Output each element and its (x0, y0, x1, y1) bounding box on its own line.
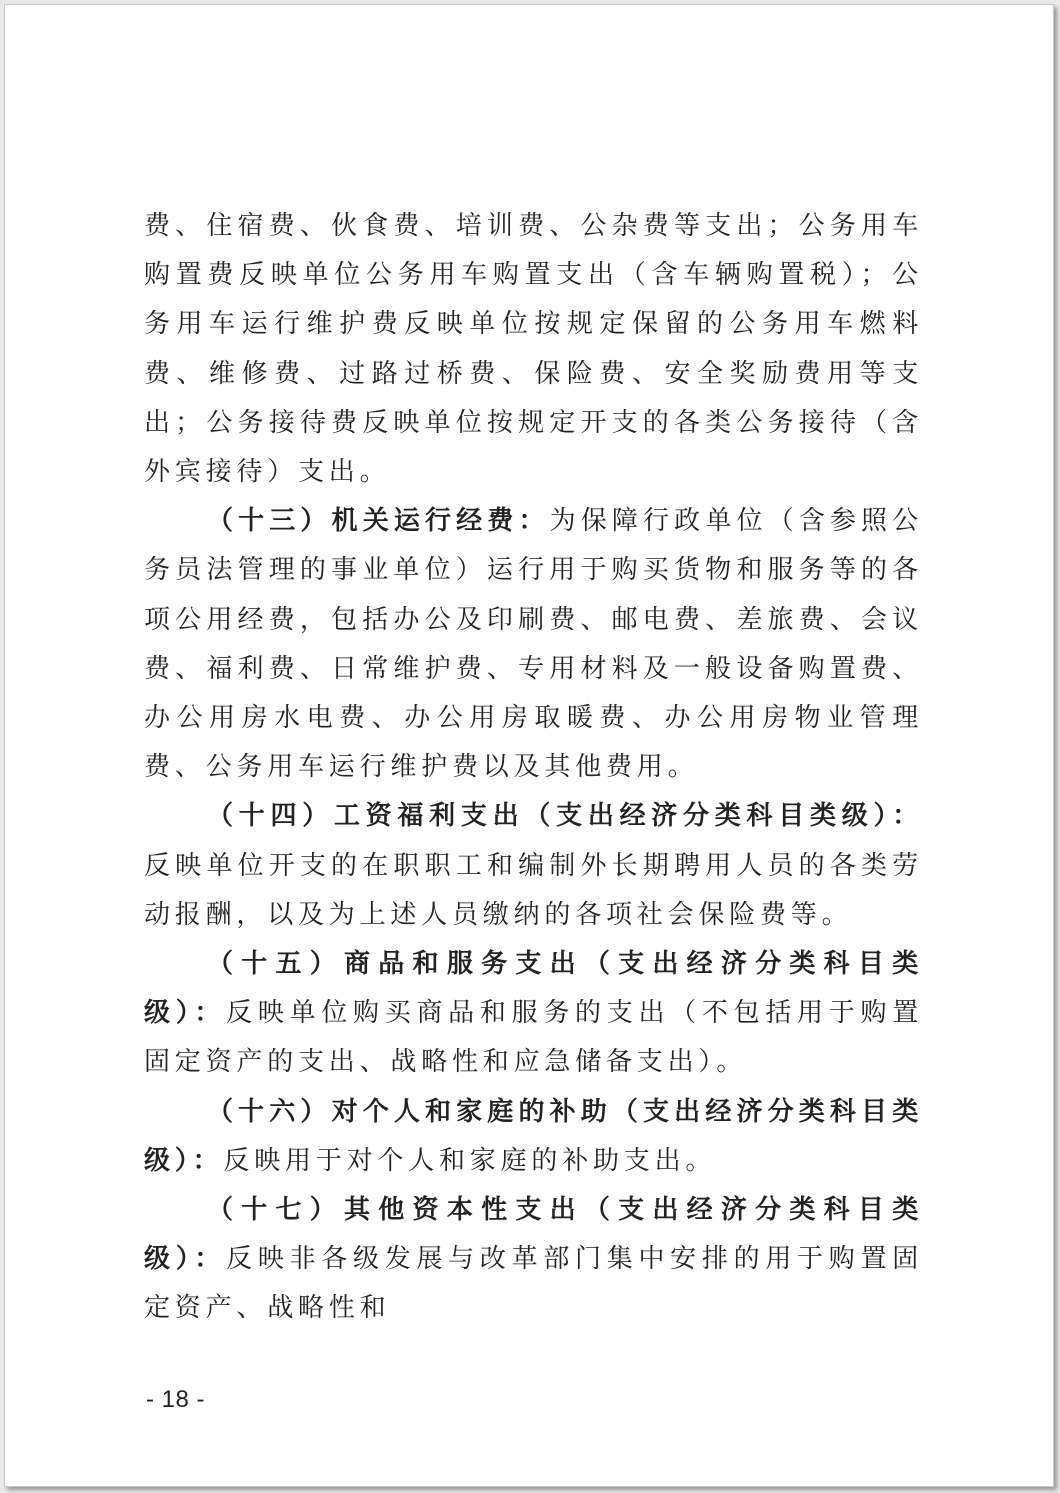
paragraph-heading: （十六）对个人和家庭的补助（支出经济分类科目类级）： (144, 1096, 923, 1176)
paragraph-text: 反映用于对个人和家庭的补助支出。 (223, 1145, 717, 1176)
paragraph-text: 为保障行政单位（含参照公务员法管理的事业单位）运行用于购买货物和服务等的各项公用经费，包括办公及印刷费、邮电费、差旅费、会议费、福利费、日常维护费、专用材料及一般设备购置费、办公用房水电费、办公用房取暖费、办公用房物业管理费、公务用车运行维护费以及其他费用。 (144, 506, 923, 783)
paragraph-heading: （十三）机关运行经费： (207, 506, 550, 537)
page-number: - 18 - (146, 1386, 206, 1413)
paragraph-16 (144, 1088, 923, 1186)
paragraph-15 (144, 940, 923, 1088)
paragraph-text: 反映单位开支的在职职工和编制外长期聘用人员的各类劳动报酬，以及为上述人员缴纳的各项社会保险费等。 (144, 850, 923, 930)
paragraph-17 (144, 1186, 923, 1334)
paragraph-14 (144, 792, 923, 940)
paragraph-heading: （十七）其他资本性支出（支出经济分类科目类级）： (144, 1195, 923, 1275)
paragraph-heading: （十四）工资福利支出（支出经济分类科目类级）： (207, 801, 923, 832)
paragraph-text: 反映单位购买商品和服务的支出（不包括用于购置固定资产的支出、战略性和应急储备支出）。 (144, 998, 923, 1078)
document-page (4, 4, 1054, 1487)
paragraph-text: 费、住宿费、伙食费、培训费、公杂费等支出；公务用车购置费反映单位公务用车购置支出（含车辆购置税）；公务用车运行维护费反映单位按规定保留的公务用车燃料费、维修费、过路过桥费、保险费、安全奖励费用等支出；公务接待费反映单位按规定开支的各类公务接待（含外宾接待）支出。 (144, 211, 923, 488)
paragraph-text: 反映非各级发展与改革部门集中安排的用于购置固定资产、战略性和 (144, 1244, 923, 1324)
paragraph-continued (144, 202, 923, 497)
paragraph-heading: （十五）商品和服务支出（支出经济分类科目类级）： (144, 949, 923, 1029)
paragraph-13 (144, 497, 923, 792)
document-body (144, 202, 923, 1334)
